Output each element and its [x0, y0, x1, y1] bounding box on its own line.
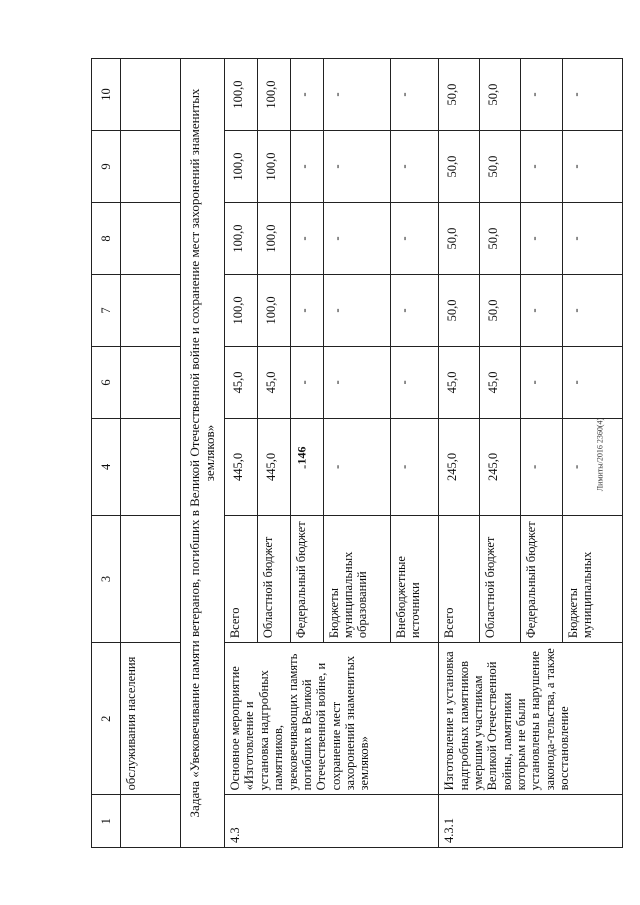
- value-cell: -: [391, 203, 439, 275]
- value-cell: 45,0: [257, 346, 290, 418]
- value-cell: 50,0: [439, 203, 480, 275]
- col-header-1: 1: [92, 795, 121, 848]
- value-cell: 50,0: [480, 131, 521, 203]
- value-cell: -: [521, 274, 562, 346]
- value-cell: 445,0: [257, 418, 290, 515]
- value-cell: -: [391, 274, 439, 346]
- value-cell: -: [290, 131, 323, 203]
- value-cell: -: [323, 59, 391, 131]
- value-cell: 50,0: [480, 274, 521, 346]
- footer-code: Лимиты/2016 2360(4): [595, 417, 605, 492]
- col-header-6: 6: [92, 346, 121, 418]
- col-header-10: 10: [92, 59, 121, 131]
- value-cell: -: [391, 131, 439, 203]
- col-header-3: 3: [92, 515, 121, 642]
- value-cell: -: [562, 59, 622, 131]
- value-cell: -: [290, 418, 323, 515]
- funding-source: Областной бюджет: [480, 515, 521, 642]
- value-cell: -: [323, 418, 391, 515]
- task-title: Задача «Увековечивание памяти ветеранов, погибших в Великой Отечественной войне и сохранение мест захоронений знаменитых земляков»: [181, 59, 225, 848]
- value-cell: 50,0: [439, 59, 480, 131]
- cell-empty: [121, 274, 181, 346]
- value-cell: 100,0: [225, 131, 258, 203]
- value-cell: -: [290, 203, 323, 275]
- value-cell: -: [290, 59, 323, 131]
- value-cell: 245,0: [480, 418, 521, 515]
- cell-empty: [121, 131, 181, 203]
- cell-empty: [121, 346, 181, 418]
- funding-source: Федеральный бюджет: [290, 515, 323, 642]
- funding-source: Областной бюджет: [257, 515, 290, 642]
- col-header-8: 8: [92, 203, 121, 275]
- header-row: [92, 59, 121, 848]
- program-table: [91, 58, 623, 848]
- value-cell: 50,0: [439, 274, 480, 346]
- value-cell: 100,0: [225, 203, 258, 275]
- value-cell: 45,0: [225, 346, 258, 418]
- value-cell: -: [323, 274, 391, 346]
- value-cell: 45,0: [439, 346, 480, 418]
- funding-source: Бюджеты муниципальных образований: [323, 515, 391, 642]
- value-cell: -: [521, 59, 562, 131]
- cell-empty: [121, 418, 181, 515]
- value-cell: -: [562, 131, 622, 203]
- value-cell: -: [521, 418, 562, 515]
- value-cell: -: [562, 346, 622, 418]
- value-cell: -: [521, 203, 562, 275]
- funding-source: Бюджеты муниципальных: [562, 515, 622, 642]
- value-cell: 245,0: [439, 418, 480, 515]
- value-cell: 100,0: [257, 203, 290, 275]
- value-cell: -: [290, 346, 323, 418]
- value-cell: 100,0: [225, 274, 258, 346]
- value-cell: -: [562, 203, 622, 275]
- value-cell: -: [562, 418, 622, 515]
- value-cell: -: [391, 59, 439, 131]
- item-name: Основное мероприятие «Изготовление и установка надгробных памятников, увековечивающих память погибших в Великой Отечественной войне, и сохранение мест захоронений знаменитых земляков»: [225, 643, 439, 795]
- cell-empty: [121, 795, 181, 848]
- item-number: 4.3: [225, 795, 439, 848]
- value-cell: -: [391, 346, 439, 418]
- col-header-2: 2: [92, 643, 121, 795]
- cell-empty: [121, 203, 181, 275]
- value-cell: -: [562, 274, 622, 346]
- value-cell: 445,0: [225, 418, 258, 515]
- table-row: [439, 59, 480, 848]
- rotated-table-wrapper: [91, 58, 623, 848]
- value-cell: -: [323, 346, 391, 418]
- cell-empty: [121, 515, 181, 642]
- page-number: 146: [294, 446, 309, 465]
- item-name: Изготовление и установка надгробных памятников умершим участникам Великой Отечественной войны, памятники которым не были установлены в нарушение законода-тельства, а также восстановление: [439, 643, 623, 795]
- value-cell: -: [521, 346, 562, 418]
- funding-source: Всего: [225, 515, 258, 642]
- value-cell: -: [391, 418, 439, 515]
- value-cell: 100,0: [257, 274, 290, 346]
- funding-source: Всего: [439, 515, 480, 642]
- value-cell: 100,0: [257, 59, 290, 131]
- value-cell: 100,0: [225, 59, 258, 131]
- value-cell: 50,0: [480, 203, 521, 275]
- value-cell: -: [290, 274, 323, 346]
- continuation-name: обслуживания населения: [121, 643, 181, 795]
- value-cell: -: [323, 203, 391, 275]
- task-row: [181, 59, 225, 848]
- continuation-row: [121, 59, 181, 848]
- col-header-9: 9: [92, 131, 121, 203]
- cell-empty: [121, 59, 181, 131]
- value-cell: -: [521, 131, 562, 203]
- col-header-4: 4: [92, 418, 121, 515]
- funding-source: Федеральный бюджет: [521, 515, 562, 642]
- value-cell: 100,0: [257, 131, 290, 203]
- value-cell: -: [323, 131, 391, 203]
- value-cell: 45,0: [480, 346, 521, 418]
- funding-source: Внебюджетные источники: [391, 515, 439, 642]
- col-header-7: 7: [92, 274, 121, 346]
- table-row: [225, 59, 258, 848]
- value-cell: 50,0: [480, 59, 521, 131]
- item-number: 4.3.1: [439, 795, 623, 848]
- value-cell: 50,0: [439, 131, 480, 203]
